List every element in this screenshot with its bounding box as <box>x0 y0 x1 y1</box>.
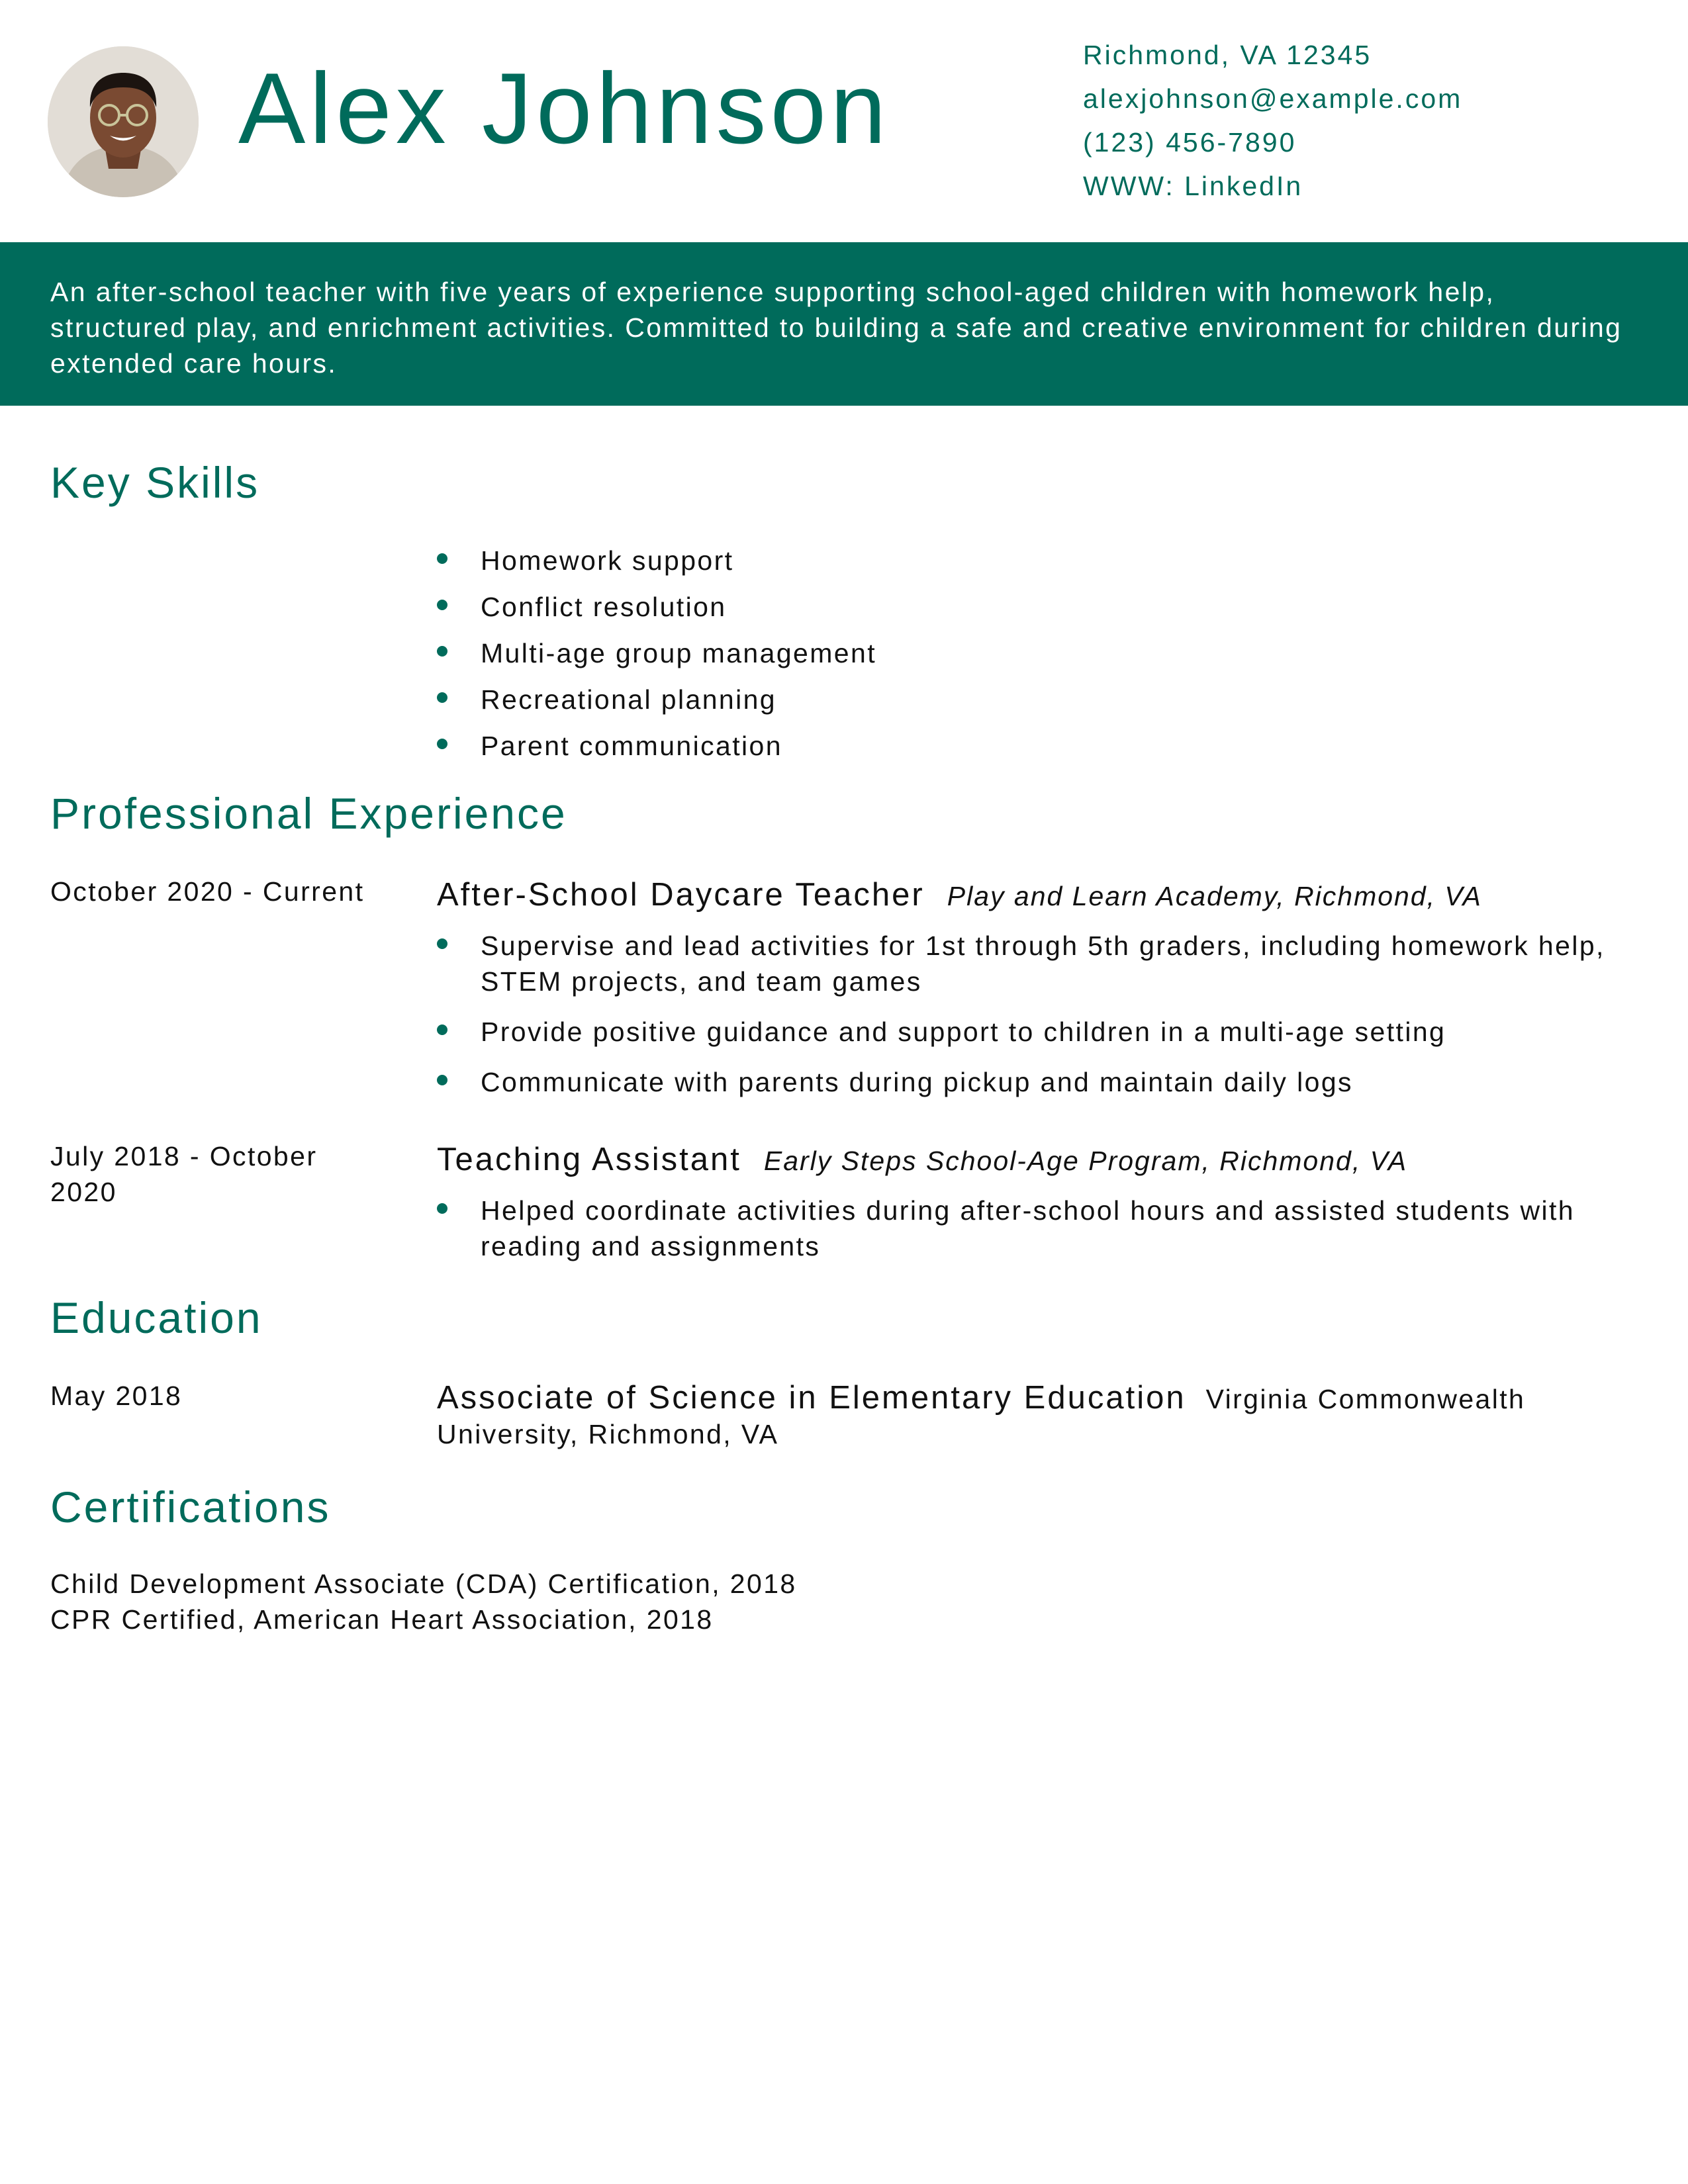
list-item: Recreational planning <box>437 682 876 717</box>
summary-text: An after-school teacher with five years of experience supporting school-aged children with homework help, structured play, and enrichment activities. Committed to building a safe and creative environment for children during extended care hours. <box>50 277 1622 379</box>
skills-section-title: Key Skills <box>50 458 260 507</box>
job-entry <box>437 1140 1628 1279</box>
education-degree: Associate of Science in Elementary Education <box>437 1380 1186 1416</box>
summary-banner <box>0 242 1688 406</box>
job-title: Teaching Assistant <box>437 1142 741 1177</box>
education-section-title: Education <box>50 1293 263 1342</box>
certifications-list <box>50 1566 797 1637</box>
job-title: After-School Daycare Teacher <box>437 877 925 913</box>
education-entry <box>437 1377 1628 1450</box>
candidate-name: Alex Johnson <box>238 52 890 165</box>
list-item: Provide positive guidance and support to children in a multi-age setting <box>437 1014 1628 1050</box>
job-organization: Early Steps School-Age Program, Richmond, VA <box>763 1146 1408 1176</box>
experience-section-title: Professional Experience <box>50 789 567 838</box>
job-dates: July 2018 - October 2020 <box>50 1141 318 1207</box>
education-school: Virginia Commonwealth University, Richmond, VA <box>437 1384 1526 1449</box>
education-date: May 2018 <box>50 1381 183 1411</box>
list-item: Multi-age group management <box>437 635 876 671</box>
job-entry <box>437 875 1628 1115</box>
job-organization: Play and Learn Academy, Richmond, VA <box>947 881 1482 911</box>
contact-email[interactable]: alexjohnson@example.com <box>1083 83 1463 114</box>
list-item: CPR Certified, American Heart Association, 2018 <box>50 1604 714 1635</box>
list-item: Supervise and lead activities for 1st through 5th graders, including homework help, STEM projects, and team games <box>437 928 1628 999</box>
resume-header <box>0 0 1688 242</box>
list-item: Parent communication <box>437 728 876 764</box>
contact-phone[interactable]: (123) 456-7890 <box>1083 127 1297 158</box>
list-item: Conflict resolution <box>437 589 876 625</box>
job-duties <box>437 928 1628 1100</box>
contact-website[interactable]: WWW: LinkedIn <box>1083 171 1303 201</box>
contact-info <box>1083 37 1462 212</box>
list-item: Child Development Associate (CDA) Certification, 2018 <box>50 1569 797 1599</box>
list-item: Homework support <box>437 543 876 578</box>
list-item: Helped coordinate activities during after-school hours and assisted students with reading and assignments <box>437 1193 1628 1264</box>
person-photo-icon <box>48 46 199 197</box>
list-item: Communicate with parents during pickup and maintain daily logs <box>437 1064 1628 1100</box>
job-duties <box>437 1193 1628 1264</box>
contact-location: Richmond, VA 12345 <box>1083 40 1372 70</box>
skills-list <box>437 543 876 764</box>
job-dates: October 2020 - Current <box>50 876 365 907</box>
certifications-section-title: Certifications <box>50 1482 331 1531</box>
